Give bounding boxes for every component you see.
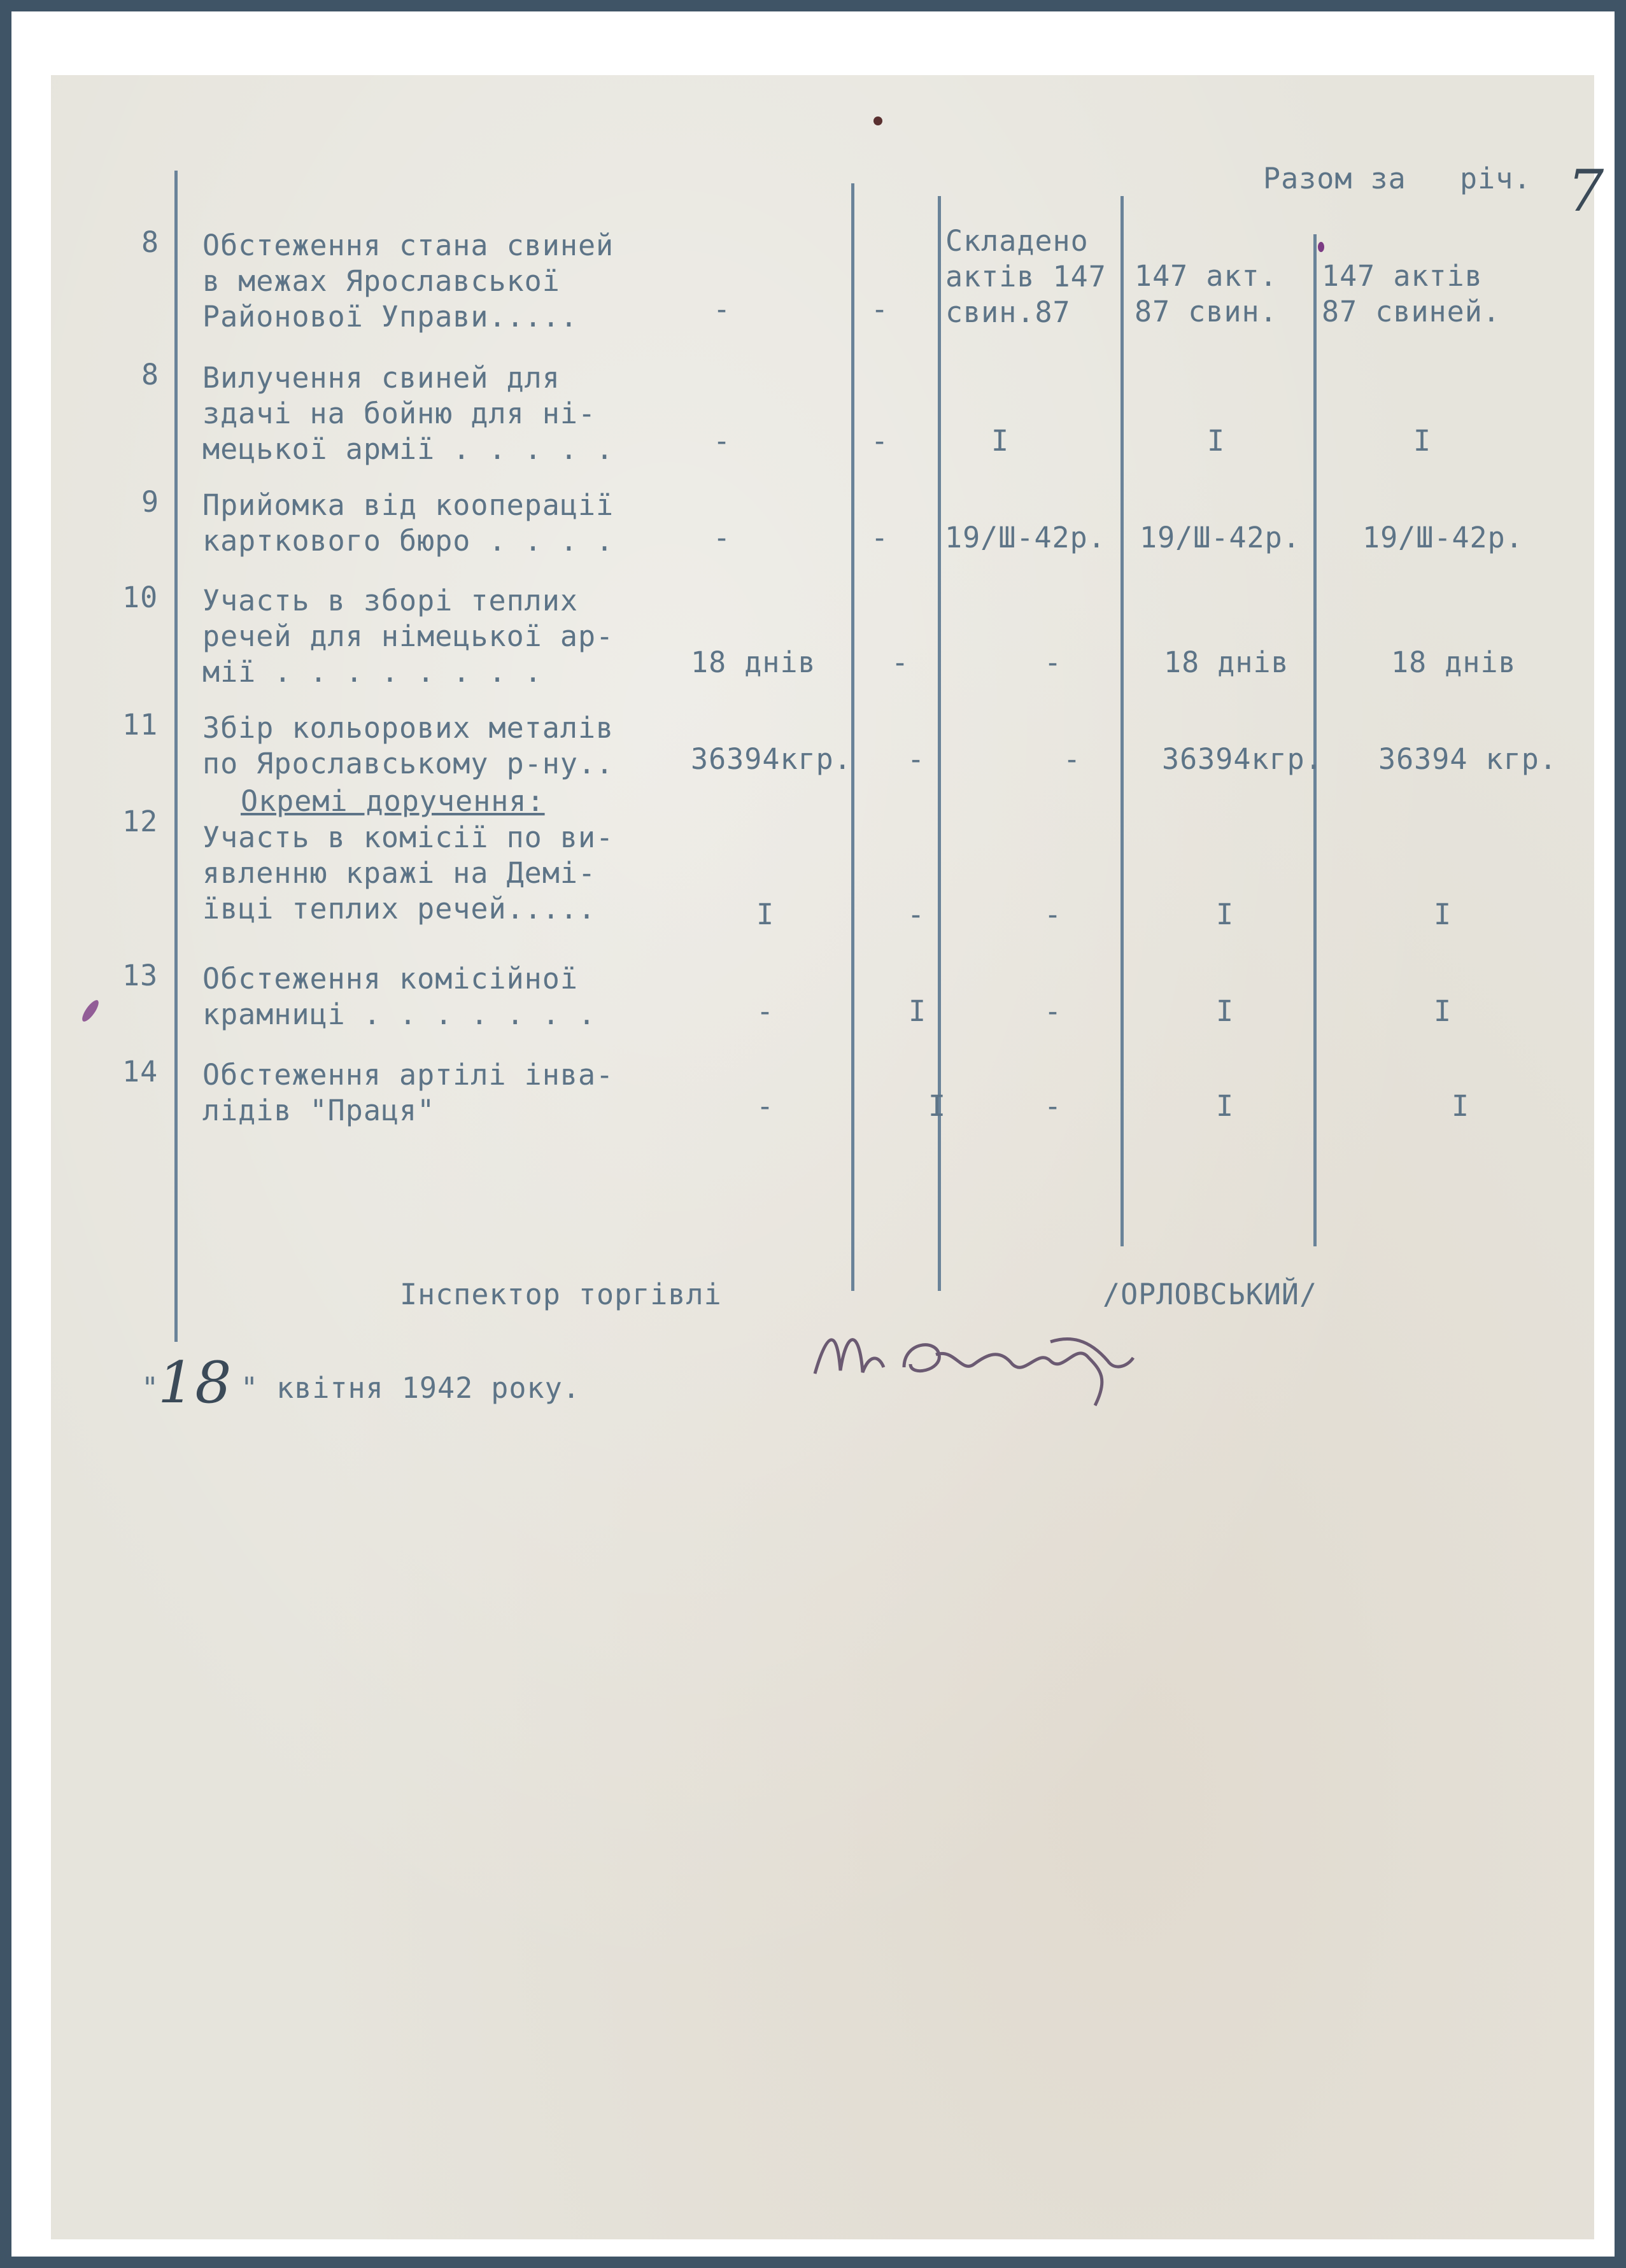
cell-c2: I <box>908 994 927 1028</box>
row-number: 14 <box>122 1055 159 1088</box>
ink-mark <box>873 116 882 125</box>
cell-c4: I <box>1207 424 1226 458</box>
row-number: 9 <box>141 485 160 519</box>
row-description: Збір кольорових металів по Ярославському р-ну.. <box>202 711 614 780</box>
cell-c3: - <box>1044 1089 1063 1123</box>
cell-c1: - <box>713 521 732 554</box>
cell-c1: 36394кгр. <box>691 742 852 776</box>
row-description: Обстеження артілі інва- лідів "Праця" <box>202 1058 614 1127</box>
cell-c5: 147 актів 87 свиней. <box>1322 259 1501 328</box>
cell-c1: 18 днів <box>691 645 816 679</box>
cell-c4: I <box>1216 994 1234 1028</box>
inspector-label: Інспектор торгівлі <box>400 1278 722 1311</box>
cell-c5: 18 днів <box>1391 645 1516 679</box>
cell-c2: - <box>871 424 889 458</box>
cell-c2: - <box>871 521 889 554</box>
cell-c3: - <box>1044 994 1063 1028</box>
cell-c4: 36394кгр. <box>1162 742 1323 776</box>
table-line-c4 <box>1121 196 1124 1246</box>
page-frame <box>11 11 1615 2257</box>
table-line-c2 <box>851 183 854 1291</box>
row-number: 13 <box>122 959 159 992</box>
cell-c3: Складено актів 147 свин.87 <box>945 224 1106 329</box>
row-number: 11 <box>122 708 159 742</box>
row-description: Обстеження комісійної крамниці . . . . . . . <box>202 962 597 1031</box>
header-total-for-year: Разом за річ. <box>1263 162 1532 195</box>
cell-c1: I <box>756 898 775 931</box>
cell-c5: I <box>1434 994 1452 1028</box>
row-description: Обстеження стана свиней в межах Ярославської Районової Управи..... <box>202 229 614 334</box>
cell-c3: - <box>1044 898 1063 931</box>
row-description: Вилучення свиней для здачі на бойню для ні- мецької армії . . . . . <box>202 361 614 466</box>
cell-c5: I <box>1413 424 1432 458</box>
cell-c3: - <box>1063 742 1082 776</box>
handwritten-signature <box>809 1304 1140 1412</box>
cell-c2: - <box>907 898 926 931</box>
cell-c2: - <box>871 292 889 326</box>
date-rest: " квітня 1942 року. <box>241 1371 581 1405</box>
row-number: 10 <box>122 581 159 614</box>
cell-c3: 19/Ш-42р. <box>945 521 1106 554</box>
ink-mark <box>80 998 101 1024</box>
inspector-name: /ОРЛОВСЬКИЙ/ <box>1103 1278 1318 1311</box>
cell-c4: I <box>1216 898 1234 931</box>
date-open-quote: " <box>141 1371 160 1405</box>
row-description: Участь в зборі теплих речей для німецької ар- мії . . . . . . . . <box>202 584 614 689</box>
cell-c2: - <box>891 645 910 679</box>
table-line-c5 <box>1313 234 1317 1246</box>
cell-c1: - <box>713 424 732 458</box>
cell-c3: I <box>991 424 1010 458</box>
table-line-left <box>174 171 178 1342</box>
cell-c2: I <box>928 1089 947 1123</box>
cell-c3: - <box>1044 645 1063 679</box>
table-line-c3 <box>938 196 941 1291</box>
cell-c4: 18 днів <box>1164 645 1289 679</box>
folio-number: 7 <box>1567 158 1604 225</box>
document-sheet <box>51 75 1604 2239</box>
row-description: Участь в комісії по ви- явленню кражі на Демі- ївці теплих речей..... <box>202 821 614 926</box>
cell-c1: - <box>756 994 775 1028</box>
date-day-handwritten: 18 <box>158 1349 232 1416</box>
cell-c5: 36394 кгр. <box>1378 742 1557 776</box>
row-number: 8 <box>141 225 160 259</box>
cell-c5: I <box>1452 1089 1470 1123</box>
cell-c5: 19/Ш-42р. <box>1362 521 1523 554</box>
row-number: 8 <box>141 358 160 391</box>
cell-c4: 147 акт. 87 свин. <box>1135 259 1278 328</box>
cell-c1: - <box>713 292 732 326</box>
cell-c5: I <box>1434 898 1452 931</box>
cell-c4: 19/Ш-42р. <box>1140 521 1301 554</box>
row-description: Прийомка від кооперації карткового бюро . . . . <box>202 488 614 558</box>
row-number: 12 <box>122 805 159 838</box>
ink-mark <box>1318 242 1324 252</box>
row-heading: Окремі доручення: <box>241 784 545 818</box>
cell-c1: - <box>756 1089 775 1123</box>
cell-c4: I <box>1216 1089 1234 1123</box>
cell-c2: - <box>907 742 926 776</box>
